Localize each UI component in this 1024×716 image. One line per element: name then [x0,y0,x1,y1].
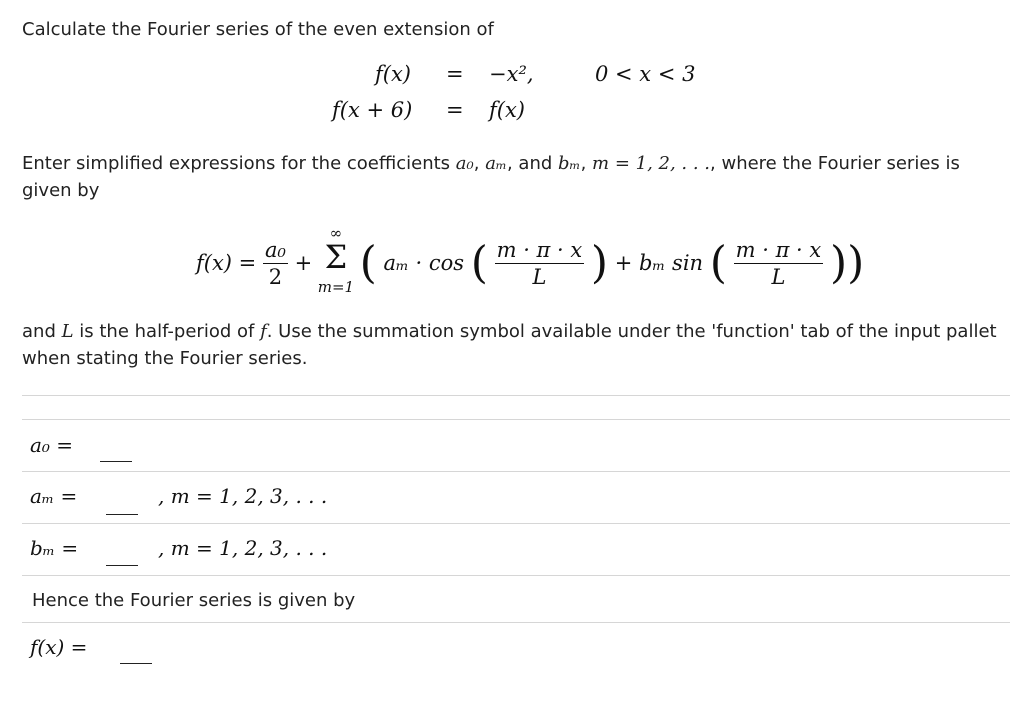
summation-note: . Use the summation symbol available under the 'function' tab of the input pallet when stating the Fourier series. [22,321,997,369]
intro-text: Calculate the Fourier series of the even extension of [22,19,494,40]
am-suffix: , m = 1, 2, 3, . . . [158,484,328,508]
f-symbol: f [260,321,267,342]
series-plus-2: + bₘ sin [614,251,704,275]
series-sigma-bottom: m=1 [317,278,355,296]
sep-1: , [473,153,486,174]
fx-label: f(x) = [30,635,88,659]
series-sin-num: m · π · x [735,237,822,262]
sep-2: , and [506,153,559,174]
divider-top-1 [22,395,1010,396]
series-a0-den: 2 [268,264,283,289]
paren-open-cos: ( [470,237,488,289]
hence-text: Hence the Fourier series is given by [32,590,356,611]
coef-a0: a₀ [455,153,474,174]
coef-bm: bₘ [558,153,581,174]
instructions-text [22,150,1012,204]
series-lhs: f(x) = [196,251,257,275]
instr-text-2: , where the Fourier series is given by [22,153,960,201]
series-sin-fraction [734,237,824,290]
def-rhs-2: f(x) [489,98,526,122]
instr-text-1: Enter simplified expressions for the coefficients [22,153,456,174]
series-formula [196,224,865,296]
paren-open-outer: ( [359,237,377,289]
divider-a0 [22,471,1010,472]
def-eq-2: = [446,98,464,122]
series-cos-num: m · π · x [496,237,583,262]
series-a0-fraction [263,237,288,290]
paren-open-sin: ( [709,237,727,289]
def-domain-1: 0 < x < 3 [595,62,696,86]
paren-close-cos: ) [590,237,609,289]
series-plus-1: + [294,251,313,275]
fx-answer-input[interactable] [120,663,152,664]
m-range: m = 1, 2, . . . [592,153,711,174]
series-a0-num: a₀ [264,237,286,262]
def-eq-1: = [446,62,464,86]
and-text: and [22,321,62,342]
series-am: aₘ · cos [383,251,465,275]
def-lhs-1: f(x) [375,62,412,86]
series-cos-fraction [495,237,585,290]
half-period-phrase: is the half-period of [73,321,261,342]
series-sigma: Σ [324,238,348,276]
coef-am: aₘ [485,153,507,174]
am-label: aₘ = [30,484,78,508]
divider-bm [22,575,1010,576]
divider-am [22,523,1010,524]
series-sin-den: L [771,264,786,289]
paren-close-outer: ) [847,237,865,289]
def-lhs-2: f(x + 6) [332,98,413,122]
bm-label: bₘ = [30,536,79,560]
bm-suffix: , m = 1, 2, 3, . . . [158,536,328,560]
half-period-text [22,318,1012,372]
series-cos-den: L [532,264,547,289]
bm-answer-input[interactable] [106,565,138,566]
paren-close-sin: ) [829,237,848,289]
L-symbol: L [61,321,74,342]
divider-hence [22,622,1010,623]
divider-top-2 [22,419,1010,420]
series-sigma-block [317,224,355,296]
sep-3: , [580,153,593,174]
a0-label: a₀ = [30,433,74,457]
series-sigma-top: ∞ [329,224,343,242]
def-rhs-1: −x², [489,62,534,86]
a0-answer-input[interactable] [100,461,132,462]
am-answer-input[interactable] [106,514,138,515]
